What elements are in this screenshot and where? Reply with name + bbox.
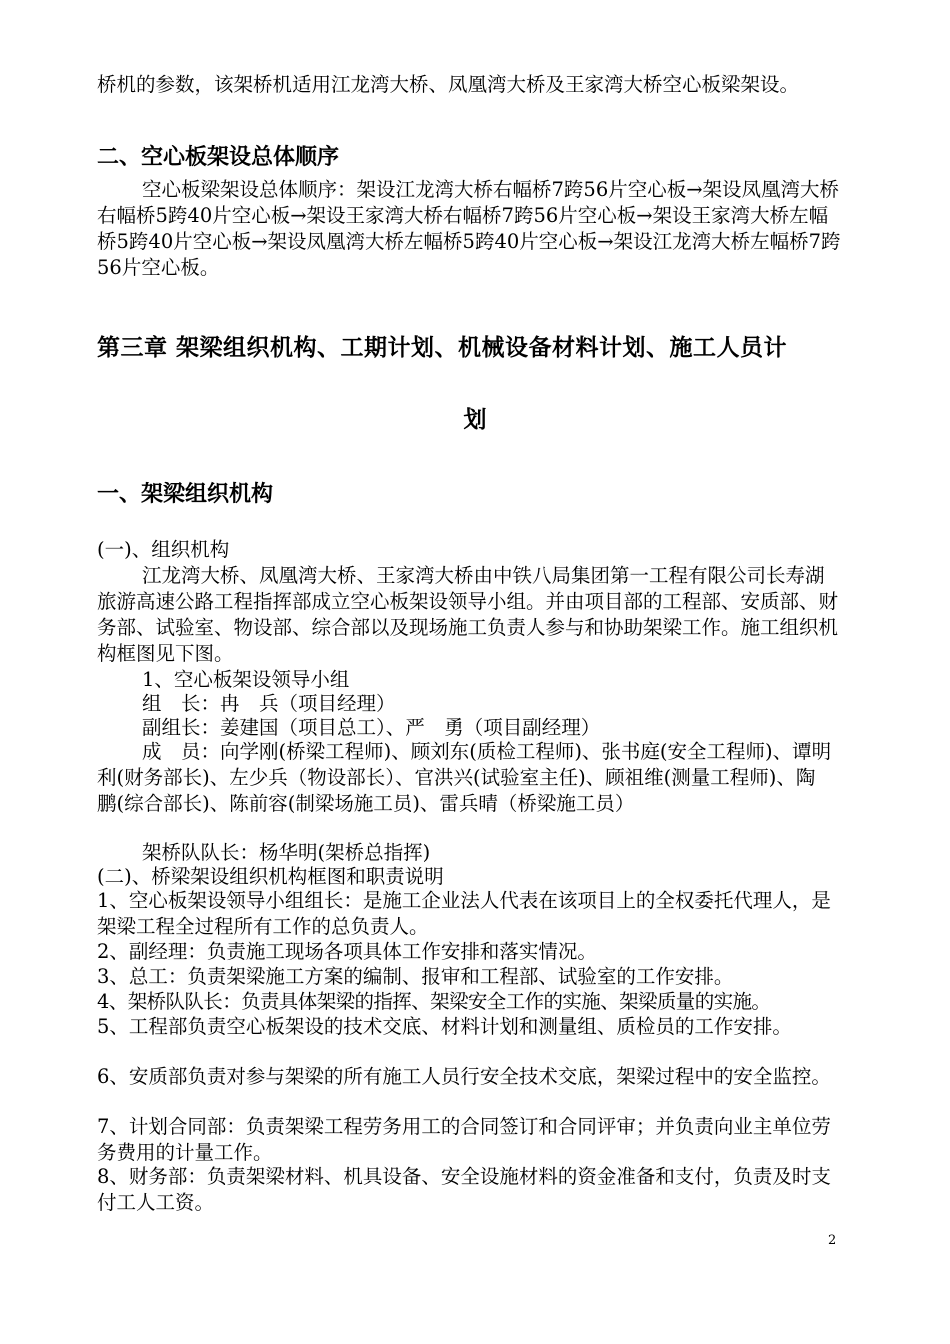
page-number: 2 [828, 1233, 837, 1248]
section-heading-organization: 一、架梁组织机构 [97, 482, 274, 507]
subsection-duties: (二)、桥梁架设组织机构框图和职责说明 [97, 865, 444, 888]
duty-item: 6、安质部负责对参与架梁的所有施工人员行安全技术交底，架梁过程中的安全监控。 [97, 1065, 831, 1088]
sequence-paragraph: 空心板梁架设总体顺序：架设江龙湾大桥右幅桥7跨56片空心板→架设凤凰湾大桥右幅桥5跨40片空心板→架设王家湾大桥右幅桥7跨56片空心板→架设王家湾大桥左幅桥5跨40片空心板→架设凤凰湾大桥左幅桥5跨40片空心板→架设江龙湾大桥左幅桥7跨56片空心板。 [97, 178, 841, 279]
duty-item: 5、工程部负责空心板架设的技术交底、材料计划和测量组、质检员的工作安排。 [97, 1015, 792, 1038]
section-heading-sequence: 二、空心板架设总体顺序 [97, 145, 340, 170]
duty-item: 1、空心板架设领导小组组长：是施工企业法人代表在该项目上的全权委托代理人，是架梁工程全过程所有工作的总负责人。 [97, 889, 831, 938]
bridge-team-captain: 架桥队队长：杨华明(架桥总指挥) [142, 841, 431, 864]
duty-item: 8、财务部：负责架梁材料、机具设备、安全设施材料的资金准备和支付，负责及时支付工人工资。 [97, 1165, 831, 1214]
duty-item: 2、副经理：负责施工现场各项具体工作安排和落实情况。 [97, 940, 597, 963]
deputy-leader: 副组长：姜建国（项目总工）、严 勇（项目副经理） [142, 716, 601, 739]
group-members: 成 员：向学刚(桥梁工程师)、顾刘东(质检工程师)、张书庭(安全工程师)、谭明利(财务部长)、左少兵（物设部长）、官洪兴(试验室主任)、顾祖维(测量工程师)、陶 鹏(综合部长)、陈前容(制梁场施工员)、雷兵晴（桥梁施工员） [97, 740, 835, 815]
duty-item: 3、总工：负责架梁施工方案的编制、报审和工程部、试验室的工作安排。 [97, 965, 734, 988]
intro-paragraph: 桥机的参数，该架桥机适用江龙湾大桥、凤凰湾大桥及王家湾大桥空心板梁架设。 [97, 73, 800, 96]
chapter-title: 第三章 架梁组织机构、工期计划、机械设备材料计划、施工人员计 [97, 335, 788, 361]
duty-item: 7、计划合同部：负责架梁工程劳务用工的合同签订和合同评审；并负责向业主单位劳务费用的计量工作。 [97, 1115, 831, 1164]
chapter-title-continued: 划 [463, 407, 487, 433]
leadership-group-title: 1、空心板架设领导小组 [142, 668, 350, 691]
duty-item: 4、架桥队队长：负责具体架梁的指挥、架梁安全工作的实施、架梁质量的实施。 [97, 990, 771, 1013]
subsection-organization: (一)、组织机构 [97, 538, 230, 561]
organization-paragraph: 江龙湾大桥、凤凰湾大桥、王家湾大桥由中铁八局集团第一工程有限公司长寿湖旅游高速公路工程指挥部成立空心板架设领导小组。并由项目部的工程部、安质部、财务部、试验室、物设部、综合部以及现场施工负责人参与和协助架梁工作。施工组织机构框图见下图。 [97, 564, 839, 665]
group-leader: 组 长：冉 兵（项目经理） [142, 692, 396, 715]
